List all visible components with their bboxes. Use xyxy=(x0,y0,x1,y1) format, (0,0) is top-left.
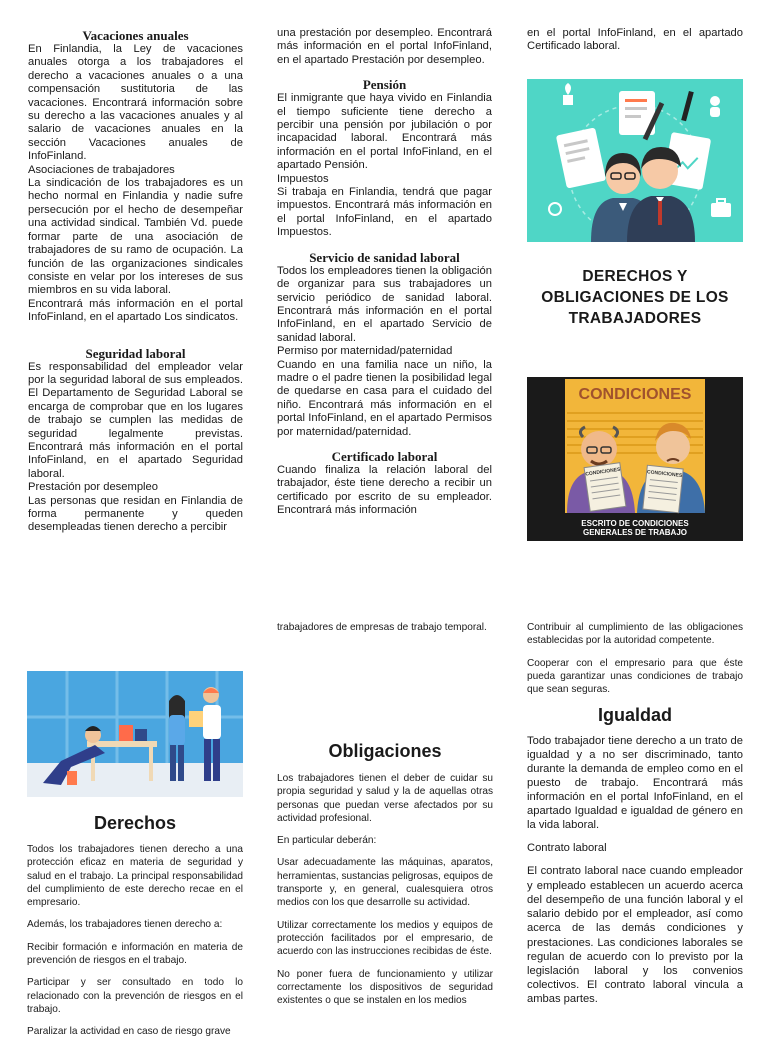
paragraph-pension: El inmigrante que haya vivido en Finlandia el tiempo suficiente tiene derecho a percibir una pensión por jubilación o por incapacidad laboral. Encontrará más información en el portal InfoFinland, en el apartado Pensión. xyxy=(277,92,492,172)
paragraph-prestacion: Las personas que residan en Finlandia de forma permanente y queden desempleadas tienen derecho a percibir xyxy=(28,494,243,534)
paragraph-cooperar: Cooperar con el empresario para que éste pueda garantizar unas condiciones de trabajo que sean seguras. xyxy=(527,657,743,696)
column-2 xyxy=(277,27,492,552)
heading-sanidad: Servicio de sanidad laboral xyxy=(309,249,460,265)
label-prestacion: Prestación por desempleo xyxy=(28,481,158,494)
main-title: DERECHOS Y OBLIGACIONES DE LOS TRABAJADORES xyxy=(541,268,729,327)
heading-obligaciones: Obligaciones xyxy=(328,741,442,761)
document-paper-right xyxy=(643,465,683,513)
paragraph-seguridad: Es responsabilidad del empleador velar por la seguridad laboral de sus empleados. El Departamento de Seguridad Laboral se encarga de comprobar que en los lugares de trabajo se cumplen las medidas de seguridad legalmente previstas. Encontrará más información en el portal InfoFinland, en el apartado Seguridad laboral. xyxy=(28,360,243,480)
heading-pension: Pensión xyxy=(362,77,407,93)
column-5-top xyxy=(277,621,493,651)
label-permiso: Permiso por maternidad/paternidad xyxy=(277,345,453,358)
condiciones-sign: CONDICIONES xyxy=(578,386,692,403)
paragraph-impuestos: Si trabaja en Finlandia, tendrá que pagar impuestos. Encontrará más información en el portal InfoFinland, en el apartado Impuestos. xyxy=(277,186,492,239)
heading-certificado: Certificado laboral xyxy=(331,448,438,464)
paragraph-igualdad: Todo trabajador tiene derecho a un trato de igualdad y a no ser discriminado, tanto durante la demanda de empleo como en el puesto de trabajo. Encontrará más información en el portal InfoFinland, en el apartado Igualdad e igualdad de género en la vida laboral. xyxy=(527,735,743,832)
office-illustration xyxy=(27,671,243,797)
label-asociaciones: Asociaciones de trabajadores xyxy=(28,163,175,176)
paragraph-temporal-cont: trabajadores de empresas de trabajo temporal. xyxy=(277,622,487,633)
paragraph-permiso: Cuando en una familia nace un niño, la madre o el padre tienen la posibilidad legal de quedarse en casa para el cuidado del niño. Encontrará más información en el portal InfoFinland, en el apartado Permisos por maternidad/paternidad. xyxy=(277,358,492,438)
workers-illustration-svg xyxy=(527,79,743,242)
paper-right-title: CONDICIONES xyxy=(646,469,683,479)
paragraph-contrato-laboral: El contrato laboral nace cuando empleador y empleado establecen un acuerdo acerca del desempeño de una función laboral y el salario debido por el empleador, así como acerca de las demás condiciones y prestaciones. Las condiciones laborales se regulan de acuerdo con lo previsto por la legislación laboral y los convenios colectivos. El contrato laboral vincula a ambas partes. xyxy=(527,865,743,1006)
paragraph-contribuir: Contribuir al cumplimiento de las obligaciones establecidas por la autoridad competente. xyxy=(527,622,743,647)
paragraph-derechos-4: Participar y ser consultado en todo lo relacionado con la prevención de riesgos en el trabajo. xyxy=(27,977,243,1015)
paragraph-derechos-5: Paralizar la actividad en caso de riesgo grave xyxy=(27,1026,231,1038)
gear-icon xyxy=(549,203,561,215)
condiciones-illustration xyxy=(527,377,743,541)
heading-seguridad: Seguridad laboral xyxy=(85,345,186,361)
workers-illustration xyxy=(527,79,743,242)
paragraph-certificado-cont: en el portal InfoFinland, en el apartado Certificado laboral. xyxy=(527,27,743,53)
paragraph-obligaciones-4: Utilizar correctamente los medios y equipos de protección facilitados por el empresario, de acuerdo con las instrucciones recibidas de éste. xyxy=(277,919,493,958)
column-5 xyxy=(277,740,493,1024)
paragraph-certificado: Cuando finaliza la relación laboral del trabajador, éste tiene derecho a recibir un certificado por escrito de su empleador. Encontrará más información xyxy=(277,463,492,517)
paragraph-sindicatos: Encontrará más información en el portal InfoFinland, en el apartado Los sindicatos. xyxy=(28,297,243,324)
paragraph-sindicacion: La sindicación de los trabajadores es un hecho normal en Finlandia y nadie sufre persecución por el hecho de desempeñar una actividad sindical. También Vd. puede formar parte de una asociación de trabajadores de su ramo de ocupación. La función de las organizaciones sindicales consiste en velar por los intereses de sus miembros en su vida laboral. xyxy=(28,177,243,297)
person-icon xyxy=(710,96,720,117)
column-1 xyxy=(28,28,243,558)
column-6 xyxy=(527,621,743,1024)
paragraph-obligaciones-3: Usar adecuadamente las máquinas, aparatos, herramientas, sustancias peligrosas, equipos de transporte y, en general, cualesquiera otros medios con los que desarrolle su actividad. xyxy=(277,857,494,909)
condiciones-illustration-svg xyxy=(527,377,743,541)
paragraph-derechos-2: Además, los trabajadores tienen derecho a: xyxy=(27,919,223,931)
plant-icon xyxy=(563,83,573,105)
column-4 xyxy=(27,812,243,1038)
paragraph-derechos-1: Todos los trabajadores tienen derecho a una protección eficaz en materia de seguridad y salud en el trabajo. La principal responsabilidad del cumplimiento de este derecho recae en el empresario. xyxy=(27,844,243,909)
paragraph-derechos-3: Recibir formación e información en materia de prevención de riesgos en el trabajo. xyxy=(27,941,243,967)
paragraph-sanidad: Todos los empleadores tienen la obligación de organizar para sus trabajadores un servicio periódico de sanidad laboral. Encontrará más información en el portal InfoFinland, en el apartado Servicio de sanidad laboral. xyxy=(277,264,492,344)
heading-derechos: Derechos xyxy=(93,813,177,833)
document-paper-left xyxy=(584,463,626,512)
paragraph-obligaciones-5: No poner fuera de funcionamiento y utilizar correctamente los dispositivos de seguridad existentes o que se instalen en los medios xyxy=(277,968,493,1007)
heading-vacaciones: Vacaciones anuales xyxy=(82,28,189,43)
paragraph-obligaciones-2: En particular deberán: xyxy=(277,835,377,847)
paragraph-vacaciones: En Finlandia, la Ley de vacaciones anuales otorga a los trabajadores el derecho a vacaciones anuales o a una compensación sustitutoria de las vacaciones. Encontrará información sobre su derecho a las vacaciones anuales y al salario de vacaciones anuales en la sección Vacaciones anuales de InfoFinland. xyxy=(28,43,243,163)
briefcase-icon xyxy=(711,199,731,217)
column-3-top xyxy=(527,27,743,57)
paragraph-prestacion-cont: una prestación por desempleo. Encontrará más información en el portal InfoFinland, en el apartado Prestación por desempleo. xyxy=(277,27,492,66)
label-contrato-laboral: Contrato laboral xyxy=(527,842,607,855)
paper-left-title: CONDICIONES xyxy=(585,466,621,478)
label-impuestos: Impuestos xyxy=(277,172,329,185)
condiciones-caption-line1: ESCRITO DE CONDICIONES xyxy=(581,519,689,528)
condiciones-caption-line2: GENERALES DE TRABAJO xyxy=(582,528,688,537)
paragraph-obligaciones-1: Los trabajadores tienen el deber de cuidar su propia seguridad y salud y la de aquellas otras personas que puedan verse afectados por su actividad profesional. xyxy=(277,773,493,824)
office-illustration-svg xyxy=(27,671,243,797)
heading-igualdad: Igualdad xyxy=(597,705,672,726)
